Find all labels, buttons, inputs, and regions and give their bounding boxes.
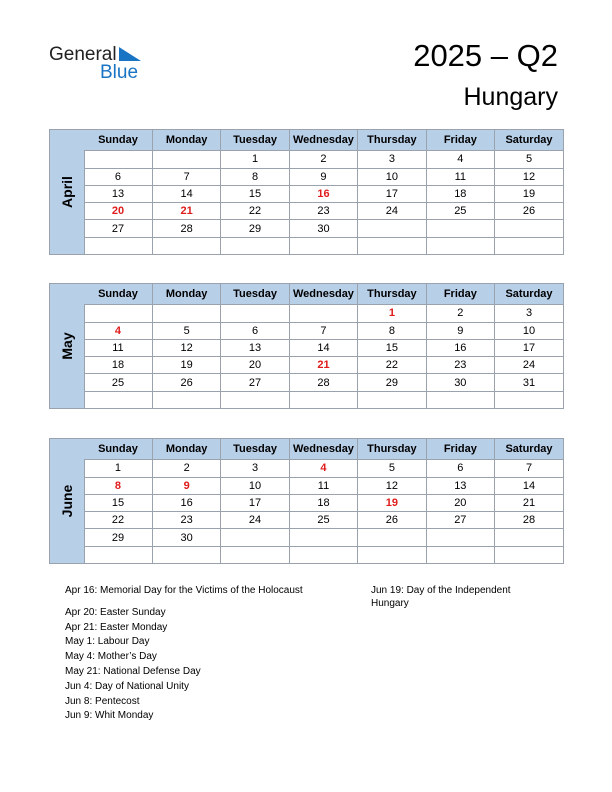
day-cell: 3 [221, 460, 289, 477]
week-row [84, 305, 563, 322]
week-row [84, 151, 563, 168]
holiday-note: Apr 16: Memorial Day for the Victims of the Holocaust [65, 585, 303, 596]
day-cell [221, 237, 289, 254]
week-row [84, 357, 563, 374]
day-cell: 4 [84, 322, 152, 339]
day-cell [426, 391, 494, 408]
holiday-note: May 4: Mother’s Day [65, 651, 157, 663]
day-cell: 13 [221, 339, 289, 356]
day-cell: 2 [289, 151, 357, 168]
month-name: June [59, 484, 75, 518]
weekday-header: Monday [152, 284, 220, 305]
holiday-note: May 21: National Defense Day [65, 665, 201, 677]
day-cell: 23 [289, 203, 357, 220]
day-cell: 20 [221, 357, 289, 374]
day-cell: 17 [358, 185, 426, 202]
weekday-header-row [84, 130, 563, 151]
week-row [84, 391, 563, 408]
page-title: 2025 – Q2 [413, 38, 558, 73]
day-cell: 6 [221, 322, 289, 339]
day-cell [358, 529, 426, 546]
holiday-note: Jun 8: Pentecost [65, 695, 140, 707]
day-cell [495, 220, 563, 237]
day-cell: 27 [84, 220, 152, 237]
holiday-note: Jun 9: Whit Monday [65, 710, 154, 722]
day-cell: 14 [289, 339, 357, 356]
day-cell: 24 [358, 203, 426, 220]
day-cell [84, 151, 152, 168]
day-cell [84, 305, 152, 322]
day-cell: 25 [289, 512, 357, 529]
day-cell: 23 [426, 357, 494, 374]
day-cell: 17 [221, 494, 289, 511]
day-cell [152, 546, 220, 563]
holiday-notes-left [65, 584, 303, 724]
day-cell [495, 546, 563, 563]
day-cell: 21 [289, 357, 357, 374]
day-cell: 29 [84, 529, 152, 546]
day-cell [495, 529, 563, 546]
day-cell: 10 [495, 322, 563, 339]
day-cell: 23 [152, 512, 220, 529]
day-cell: 5 [152, 322, 220, 339]
day-cell: 3 [495, 305, 563, 322]
day-cell: 22 [84, 512, 152, 529]
day-cell: 12 [152, 339, 220, 356]
weekday-header: Tuesday [221, 439, 289, 460]
day-cell: 11 [289, 477, 357, 494]
day-cell: 4 [289, 460, 357, 477]
day-cell: 1 [84, 460, 152, 477]
day-cell [495, 237, 563, 254]
day-cell: 2 [426, 305, 494, 322]
month-may [49, 283, 564, 409]
day-cell: 12 [495, 168, 563, 185]
holiday-note: Apr 21: Easter Monday [65, 621, 168, 633]
day-cell: 11 [84, 339, 152, 356]
week-row [84, 374, 563, 391]
day-cell: 22 [221, 203, 289, 220]
weekday-header: Thursday [358, 284, 426, 305]
week-row [84, 185, 563, 202]
day-cell: 7 [289, 322, 357, 339]
month-label [50, 284, 85, 408]
day-cell: 15 [221, 185, 289, 202]
weekday-header: Friday [426, 439, 494, 460]
week-row [84, 322, 563, 339]
day-cell: 3 [358, 151, 426, 168]
day-cell: 28 [289, 374, 357, 391]
weekday-header-row [84, 439, 563, 460]
day-cell: 7 [152, 168, 220, 185]
day-cell: 10 [358, 168, 426, 185]
week-row [84, 168, 563, 185]
day-cell [152, 237, 220, 254]
week-row [84, 529, 563, 546]
week-row [84, 203, 563, 220]
weekday-header: Saturday [495, 130, 563, 151]
day-cell: 19 [495, 185, 563, 202]
day-cell [358, 237, 426, 254]
day-cell: 30 [152, 529, 220, 546]
day-cell: 26 [495, 203, 563, 220]
day-cell [84, 237, 152, 254]
day-cell: 20 [84, 203, 152, 220]
week-row [84, 512, 563, 529]
calendar-table [84, 130, 563, 254]
holiday-note: Apr 20: Easter Sunday [65, 606, 166, 618]
day-cell: 9 [289, 168, 357, 185]
month-name: April [59, 176, 75, 208]
day-cell: 24 [221, 512, 289, 529]
day-cell: 18 [426, 185, 494, 202]
day-cell [358, 391, 426, 408]
day-cell: 9 [152, 477, 220, 494]
day-cell: 7 [495, 460, 563, 477]
day-cell: 9 [426, 322, 494, 339]
country-name: Hungary [463, 83, 558, 111]
day-cell: 14 [152, 185, 220, 202]
day-cell: 27 [426, 512, 494, 529]
day-cell [221, 529, 289, 546]
month-june [49, 438, 564, 564]
day-cell [289, 391, 357, 408]
weekday-header: Sunday [84, 284, 152, 305]
day-cell: 28 [495, 512, 563, 529]
day-cell [358, 220, 426, 237]
weekday-header: Wednesday [289, 439, 357, 460]
weekday-header: Monday [152, 439, 220, 460]
day-cell [426, 546, 494, 563]
day-cell: 13 [84, 185, 152, 202]
day-cell: 25 [84, 374, 152, 391]
day-cell: 10 [221, 477, 289, 494]
week-row [84, 477, 563, 494]
day-cell [289, 546, 357, 563]
day-cell [289, 529, 357, 546]
weekday-header: Saturday [495, 439, 563, 460]
day-cell: 29 [221, 220, 289, 237]
day-cell: 29 [358, 374, 426, 391]
day-cell: 28 [152, 220, 220, 237]
weekday-header: Monday [152, 130, 220, 151]
logo-general-text: General [49, 44, 117, 65]
day-cell: 8 [221, 168, 289, 185]
day-cell: 8 [358, 322, 426, 339]
week-row [84, 339, 563, 356]
week-row [84, 237, 563, 254]
day-cell: 19 [358, 494, 426, 511]
day-cell [152, 305, 220, 322]
weekday-header: Wednesday [289, 284, 357, 305]
weekday-header: Sunday [84, 130, 152, 151]
month-label [50, 130, 85, 254]
day-cell: 31 [495, 374, 563, 391]
day-cell: 16 [152, 494, 220, 511]
week-row [84, 546, 563, 563]
calendar-table [84, 284, 563, 408]
day-cell [84, 546, 152, 563]
calendar-table [84, 439, 563, 563]
holiday-note: Jun 19: Day of the Independent Hungary [371, 585, 511, 609]
day-cell: 1 [358, 305, 426, 322]
weekday-header: Friday [426, 284, 494, 305]
day-cell [289, 237, 357, 254]
day-cell: 16 [426, 339, 494, 356]
day-cell: 15 [358, 339, 426, 356]
day-cell: 21 [495, 494, 563, 511]
day-cell [358, 546, 426, 563]
month-label [50, 439, 85, 563]
day-cell: 18 [84, 357, 152, 374]
day-cell: 19 [152, 357, 220, 374]
weekday-header: Thursday [358, 130, 426, 151]
day-cell: 18 [289, 494, 357, 511]
week-row [84, 220, 563, 237]
day-cell [152, 391, 220, 408]
day-cell: 6 [84, 168, 152, 185]
weekday-header: Thursday [358, 439, 426, 460]
logo-blue-text: Blue [100, 62, 139, 83]
day-cell: 24 [495, 357, 563, 374]
weekday-header: Tuesday [221, 284, 289, 305]
day-cell: 5 [358, 460, 426, 477]
day-cell: 22 [358, 357, 426, 374]
day-cell [221, 546, 289, 563]
day-cell: 17 [495, 339, 563, 356]
day-cell: 21 [152, 203, 220, 220]
day-cell: 4 [426, 151, 494, 168]
day-cell [289, 305, 357, 322]
day-cell [495, 391, 563, 408]
day-cell: 11 [426, 168, 494, 185]
day-cell: 1 [221, 151, 289, 168]
day-cell: 30 [289, 220, 357, 237]
day-cell: 6 [426, 460, 494, 477]
day-cell: 26 [358, 512, 426, 529]
day-cell [426, 220, 494, 237]
day-cell: 27 [221, 374, 289, 391]
day-cell: 25 [426, 203, 494, 220]
weekday-header: Tuesday [221, 130, 289, 151]
day-cell: 26 [152, 374, 220, 391]
day-cell: 2 [152, 460, 220, 477]
week-row [84, 460, 563, 477]
day-cell: 13 [426, 477, 494, 494]
weekday-header: Saturday [495, 284, 563, 305]
day-cell [221, 391, 289, 408]
week-row [84, 494, 563, 511]
holiday-note: Jun 4: Day of National Unity [65, 680, 189, 692]
day-cell [221, 305, 289, 322]
day-cell: 5 [495, 151, 563, 168]
day-cell: 12 [358, 477, 426, 494]
month-april [49, 129, 564, 255]
holiday-notes-right [371, 584, 541, 610]
weekday-header: Friday [426, 130, 494, 151]
month-name: May [59, 332, 75, 360]
day-cell: 14 [495, 477, 563, 494]
day-cell: 15 [84, 494, 152, 511]
day-cell [84, 391, 152, 408]
day-cell [426, 237, 494, 254]
weekday-header: Sunday [84, 439, 152, 460]
logo-triangle-icon [119, 47, 141, 61]
day-cell [426, 529, 494, 546]
day-cell [152, 151, 220, 168]
day-cell: 16 [289, 185, 357, 202]
weekday-header-row [84, 284, 563, 305]
weekday-header: Wednesday [289, 130, 357, 151]
day-cell: 20 [426, 494, 494, 511]
holiday-note: May 1: Labour Day [65, 636, 150, 648]
day-cell: 30 [426, 374, 494, 391]
day-cell: 8 [84, 477, 152, 494]
